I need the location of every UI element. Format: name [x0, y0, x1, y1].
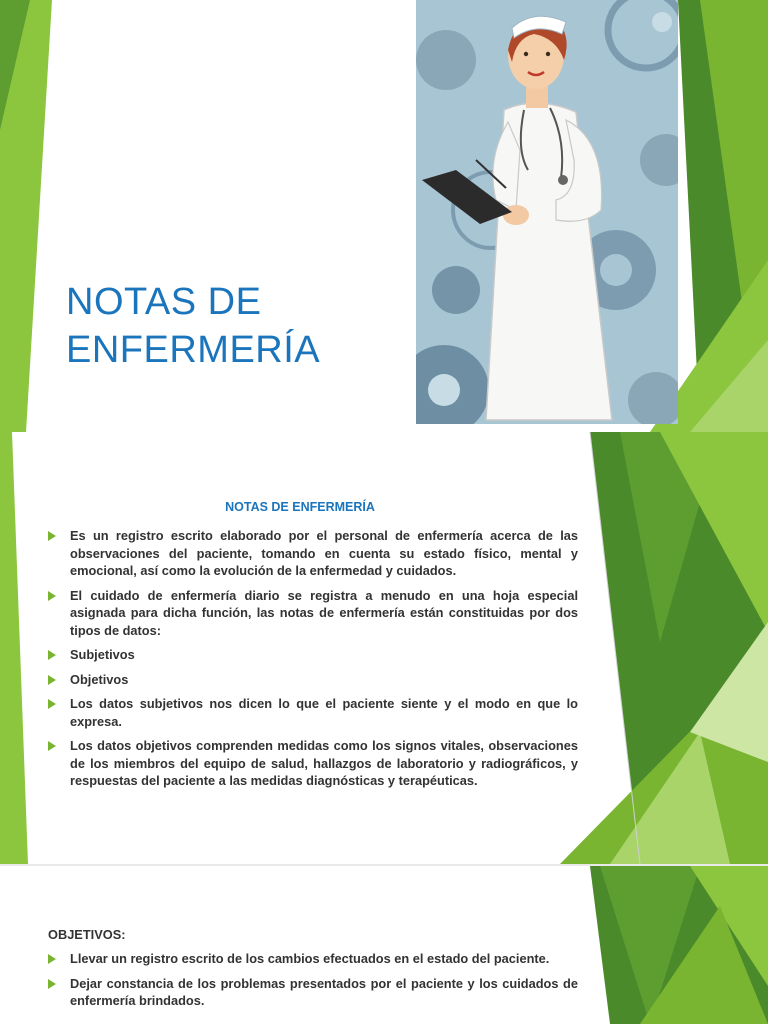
- slide-2-heading: NOTAS DE ENFERMERÍA: [225, 500, 375, 514]
- bullet-arrow-icon: [48, 699, 56, 709]
- list-item: Los datos subjetivos nos dicen lo que el paciente siente y el modo en que lo expresa.: [48, 695, 578, 730]
- list-item: Dejar constancia de los problemas presentados por el paciente y los cuidados de enfermería brindados.: [48, 975, 578, 1010]
- title-line-1: NOTAS DE: [66, 281, 262, 323]
- slide-1-title: [66, 278, 320, 374]
- bullet-arrow-icon: [48, 531, 56, 541]
- nurse-illustration: [416, 0, 678, 424]
- slide-3-bullet-list: [48, 950, 578, 1017]
- bullet-arrow-icon: [48, 591, 56, 601]
- slide-3-heading: OBJETIVOS:: [48, 927, 126, 942]
- list-item: Subjetivos: [48, 646, 578, 664]
- slide-3: [0, 866, 768, 1024]
- list-item: Es un registro escrito elaborado por el personal de enfermería acerca de las observaciones del paciente, tomando en cuenta su estado físico, mental y emocional, así como la evolución de la enfermedad y cuidados.: [48, 527, 578, 580]
- slide-2-bullet-list: [48, 527, 578, 797]
- list-item: Objetivos: [48, 671, 578, 689]
- title-line-2: ENFERMERÍA: [66, 329, 321, 371]
- bullet-arrow-icon: [48, 675, 56, 685]
- slide-1: [0, 0, 768, 432]
- slide-2: [0, 432, 768, 864]
- list-item: Llevar un registro escrito de los cambios efectuados en el estado del paciente.: [48, 950, 578, 968]
- bullet-arrow-icon: [48, 650, 56, 660]
- list-item: El cuidado de enfermería diario se registra a menudo en una hoja especial asignada para dicha función, las notas de enfermería están constituidas por dos tipos de datos:: [48, 587, 578, 640]
- bullet-arrow-icon: [48, 954, 56, 964]
- bullet-arrow-icon: [48, 741, 56, 751]
- list-item: Los datos objetivos comprenden medidas como los signos vitales, observaciones de los miembros del equipo de salud, hallazgos de laboratorio y radiográficos, y respuestas del paciente a las medidas diagnósticas y terapéuticas.: [48, 737, 578, 790]
- bullet-arrow-icon: [48, 979, 56, 989]
